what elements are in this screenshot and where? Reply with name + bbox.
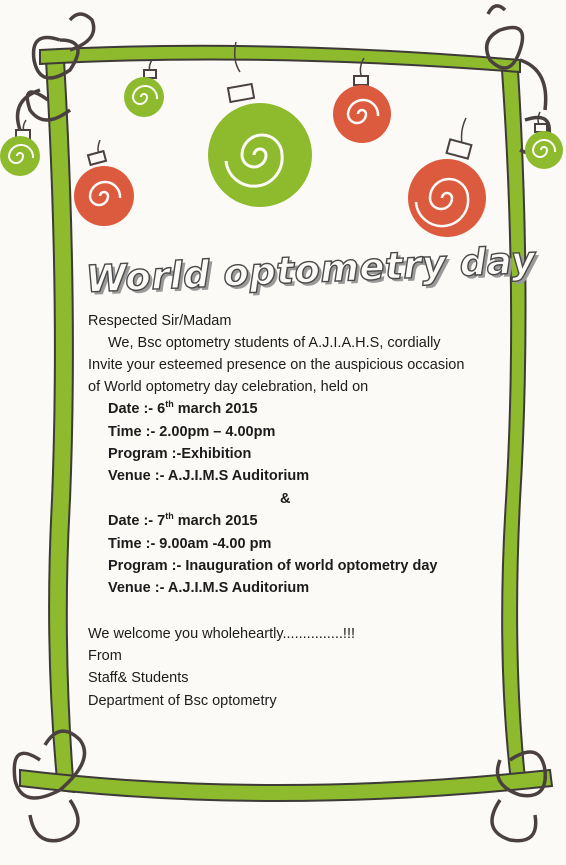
- ornament-large-green: [208, 103, 312, 207]
- event1-date: Date :- 6th march 2015: [108, 399, 258, 417]
- intro-line-3: of World optometry day celebration, held on: [88, 379, 369, 395]
- top-frame-bar: [40, 46, 520, 72]
- event2-time: Time :- 9.00am -4.00 pm: [108, 536, 272, 552]
- event1-program: Program :-Exhibition: [108, 446, 252, 462]
- event1-venue: Venue :- A.J.I.M.S Auditorium: [108, 468, 310, 484]
- department-line: Department of Bsc optometry: [88, 693, 277, 709]
- event2-date: Date :- 7th march 2015: [108, 511, 258, 529]
- ampersand: &: [280, 491, 291, 507]
- staff-line: Staff& Students: [88, 670, 189, 686]
- intro-line-2: Invite your esteemed presence on the auspicious occasion: [88, 357, 465, 373]
- ornament-red-left: [74, 166, 134, 226]
- event2-program: Program :- Inauguration of world optometry day: [108, 558, 438, 574]
- left-frame-bar: [46, 60, 74, 792]
- intro-line-1: We, Bsc optometry students of A.J.I.A.H.S, cordially: [108, 335, 441, 351]
- ornament-green-far-right: [525, 131, 563, 169]
- event2-venue: Venue :- A.J.I.M.S Auditorium: [108, 580, 310, 596]
- invitation-title: World optometry day: [85, 238, 537, 301]
- ornament-red-large-right: [408, 159, 486, 237]
- welcome-line: We welcome you wholeheartly...............!!!: [88, 626, 356, 642]
- event1-time: Time :- 2.00pm – 4.00pm: [108, 424, 276, 440]
- ornament-small-green-top: [124, 77, 164, 117]
- right-frame-bar: [502, 70, 526, 790]
- ornament-green-far-left: [0, 136, 40, 176]
- greeting: Respected Sir/Madam: [88, 313, 232, 329]
- bottom-frame-bar: [20, 770, 552, 801]
- from-line: From: [88, 648, 122, 664]
- ornament-red-top-right: [333, 85, 391, 143]
